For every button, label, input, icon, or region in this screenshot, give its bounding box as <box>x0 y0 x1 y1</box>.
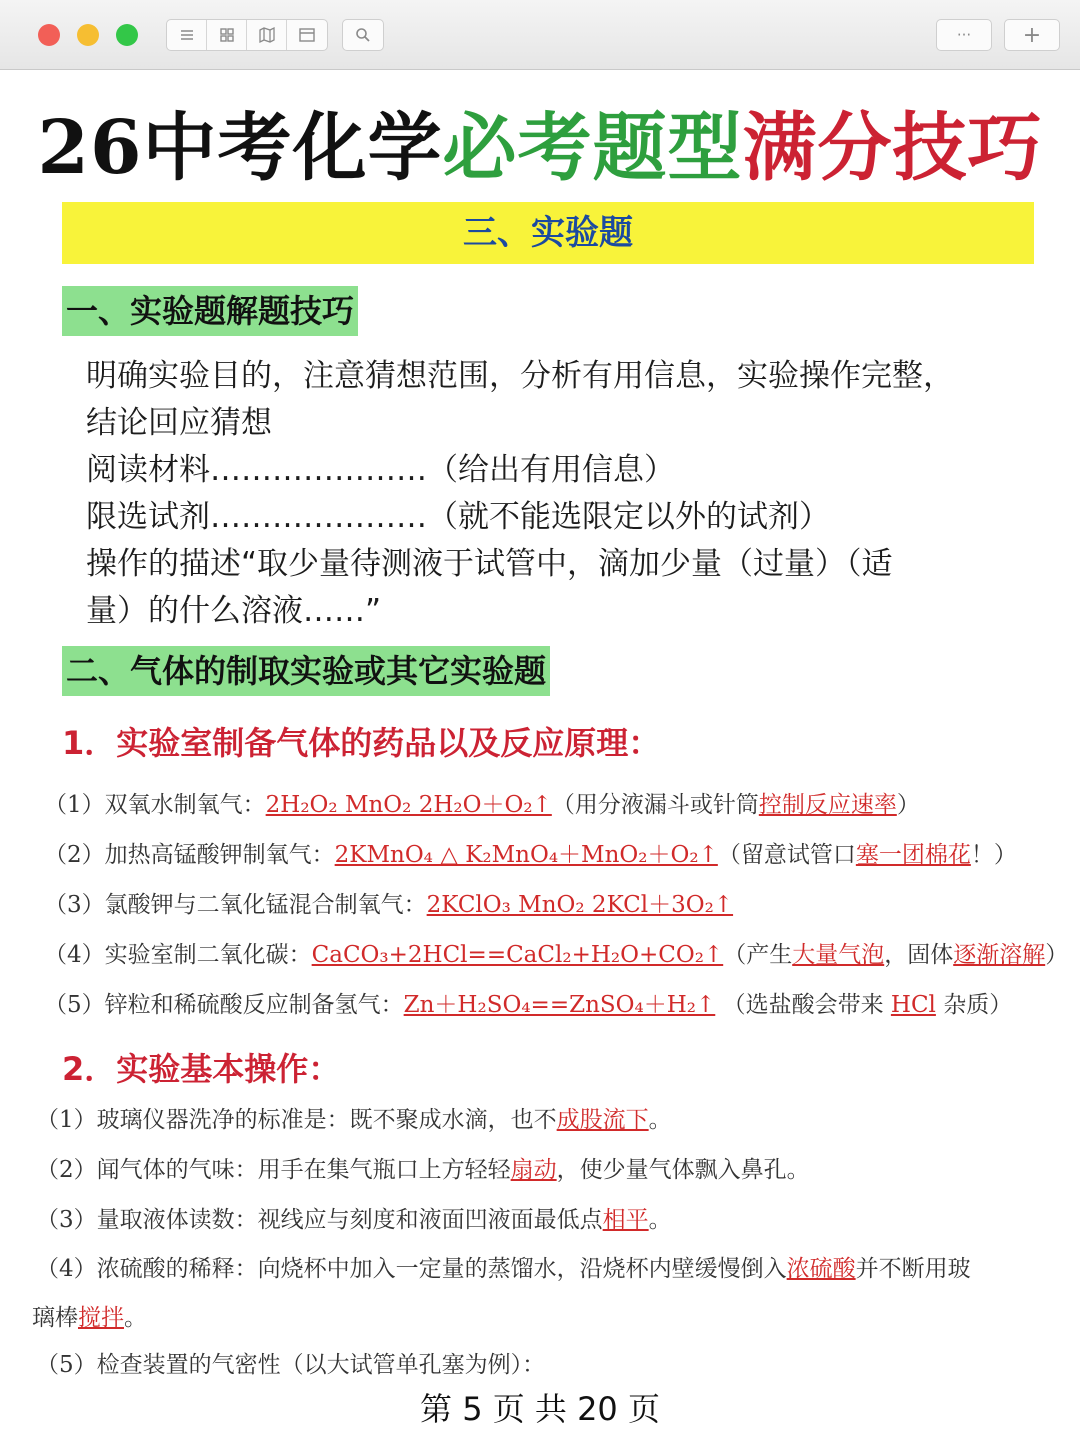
operation-key-point: 搅拌 <box>78 1305 124 1331</box>
operation-item <box>36 1254 971 1284</box>
reaction-label: （4）实验室制二氧化碳： <box>44 942 312 968</box>
reaction-item <box>44 990 1012 1020</box>
reaction-item <box>44 940 1068 970</box>
reaction-note: （选盐酸会带来 <box>715 992 891 1018</box>
reaction-note: ，固体 <box>884 942 954 968</box>
reaction-label: （2）加热高锰酸钾制氧气： <box>44 842 335 868</box>
view-mode-group <box>166 19 328 51</box>
section1-heading: 一、实验题解题技巧 <box>62 286 358 336</box>
reaction-note: ） <box>1045 942 1069 968</box>
operation-text: 璃棒 <box>32 1305 78 1331</box>
section1-line: 操作的描述“取少量待测液于试管中，滴加少量（过量）（适 <box>86 546 893 582</box>
section1-line: 结论回应猜想 <box>86 405 272 441</box>
reaction-key-point: 控制反应速率 <box>758 792 897 818</box>
reaction-label: （1）双氧水制氧气： <box>44 792 266 818</box>
reaction-equation: 2KClO₃ MnO₂ 2KCl＋3O₂↑ <box>426 892 734 918</box>
operation-key-point: 扇动 <box>510 1157 557 1183</box>
search-group <box>342 19 384 51</box>
operation-text: （3）量取液体读数：视线应与刻度和液面凹液面最低点 <box>36 1207 603 1233</box>
operation-key-point: 浓硫酸 <box>786 1256 856 1282</box>
section1-line: 量）的什么溶液……” <box>86 593 382 629</box>
reaction-note: ！） <box>970 842 1017 868</box>
plus-group <box>1004 19 1060 51</box>
reaction-note: 杂质） <box>935 992 1013 1018</box>
operation-tail: 并不断用玻 <box>855 1256 971 1282</box>
operation-tail: 。 <box>124 1305 147 1331</box>
search-icon[interactable] <box>343 20 383 50</box>
reaction-key-point: 大量气泡 <box>792 942 885 968</box>
reaction-item <box>44 890 733 920</box>
reaction-note: ） <box>896 792 920 818</box>
sub1-heading: 1．实验室制备气体的药品以及反应原理： <box>62 724 661 762</box>
operation-text: （2）闻气体的气味：用手在集气瓶口上方轻轻 <box>36 1157 511 1183</box>
title-part-3: 满分技巧 <box>742 105 1043 191</box>
operation-text: （5）检查装置的气密性（以大试管单孔塞为例）： <box>36 1352 546 1378</box>
more-group <box>936 19 992 51</box>
reaction-key-point: 塞一团棉花 <box>855 842 971 868</box>
title-part-2: 必考题型 <box>442 105 743 191</box>
reaction-note: （留意试管口 <box>717 842 856 868</box>
operation-tail: 。 <box>648 1107 672 1133</box>
section1-line: 限选试剂…………………（就不能选限定以外的试剂） <box>86 499 830 535</box>
operation-text: （1）玻璃仪器洗净的标准是：既不聚成水滴，也不 <box>36 1107 557 1133</box>
operation-item <box>32 1303 147 1333</box>
section2-heading: 二、气体的制取实验或其它实验题 <box>62 646 550 696</box>
reaction-key-point: 逐渐溶解 <box>953 942 1046 968</box>
reaction-key-point: HCl <box>890 992 936 1018</box>
reaction-label: （3）氯酸钾与二氧化锰混合制氧气： <box>44 892 427 918</box>
reaction-equation: 2KMnO₄ △ K₂MnO₄＋MnO₂＋O₂↑ <box>334 842 718 868</box>
more-icon[interactable]: ··· <box>956 26 972 44</box>
reaction-equation: Zn＋H₂SO₄==ZnSO₄＋H₂↑ <box>403 992 716 1018</box>
section1-line: 阅读材料…………………（给出有用信息） <box>86 452 675 488</box>
reaction-equation: 2H₂O₂ MnO₂ 2H₂O＋O₂↑ <box>265 792 552 818</box>
section-banner: 三、实验题 <box>62 202 1034 264</box>
grid-icon[interactable] <box>207 20 247 50</box>
page-number: 第 5 页 共 20 页 <box>420 1390 660 1428</box>
reaction-equation: CaCO₃+2HCl==CaCl₂+H₂O+CO₂↑ <box>311 942 724 968</box>
operation-item <box>36 1205 672 1235</box>
reaction-item <box>44 840 1017 870</box>
sub2-heading: 2．实验基本操作： <box>62 1050 341 1088</box>
close-window-button[interactable] <box>38 24 60 46</box>
page-title <box>0 100 1080 196</box>
reaction-note: （用分液漏斗或针筒 <box>551 792 759 818</box>
map-icon[interactable] <box>247 20 287 50</box>
plus-icon[interactable]: + <box>1022 22 1042 48</box>
window-toolbar <box>0 0 1080 70</box>
reaction-note: （产生 <box>723 942 793 968</box>
reaction-item <box>44 790 920 820</box>
section1-line: 明确实验目的，注意猜想范围，分析有用信息，实验操作完整， <box>86 358 954 394</box>
list-icon[interactable] <box>167 20 207 50</box>
operation-key-point: 成股流下 <box>556 1107 649 1133</box>
title-part-1: 26中考化学 <box>37 105 443 191</box>
zoom-window-button[interactable] <box>116 24 138 46</box>
operation-item <box>36 1350 545 1380</box>
calendar-icon[interactable] <box>287 20 327 50</box>
reaction-label: （5）锌粒和稀硫酸反应制备氢气： <box>44 992 404 1018</box>
operation-key-point: 相平 <box>602 1207 649 1233</box>
operation-tail: ，使少量气体飘入鼻孔。 <box>556 1157 810 1183</box>
operation-item <box>36 1105 672 1135</box>
operation-item <box>36 1155 810 1185</box>
operation-text: （4）浓硫酸的稀释：向烧杯中加入一定量的蒸馏水，沿烧杯内壁缓慢倒入 <box>36 1256 787 1282</box>
operation-tail: 。 <box>648 1207 672 1233</box>
minimize-window-button[interactable] <box>77 24 99 46</box>
